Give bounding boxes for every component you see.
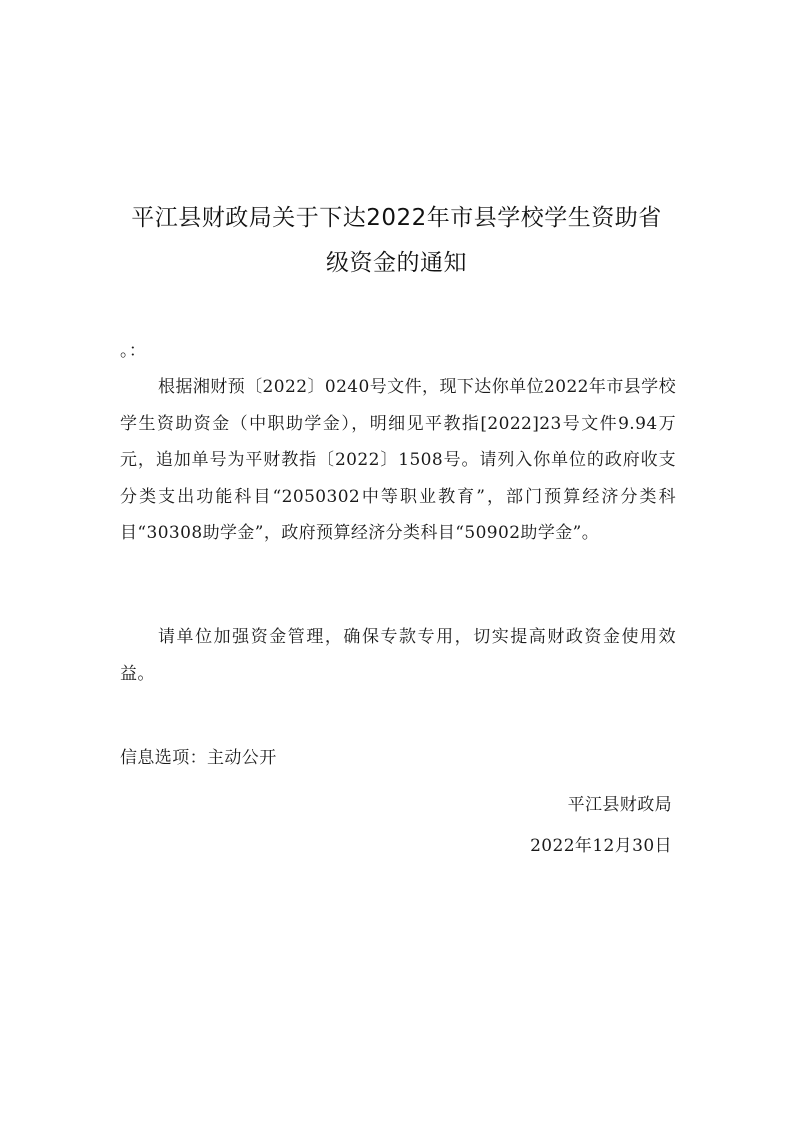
salutation: 。： [120, 341, 147, 361]
body-paragraph-2: 请单位加强资金管理，确保专款专用，切实提高财政资金使用效益。 [120, 627, 676, 684]
body-paragraph-1: 根据湘财预〔2022〕0240号文件，现下达你单位2022年市县学校学生资助资金（中职助学金），明细见平教指[2022]23号文件9.94万元，追加单号为平财教指〔2022〕1508号。请列入你单位的政府收支分类支出功能科目“2050302中等职业教育”，部门预算经济分类科目“30308助学金”，政府预算经济分类科目“50902助学金”。 [120, 377, 676, 544]
title-line-1: 平江县财政局关于下达2022年市县学校学生资助省 [131, 205, 662, 231]
issue-date: 2022年12月30日 [530, 836, 672, 856]
document-title [100, 196, 693, 286]
issuer-signature: 平江县财政局 [567, 795, 672, 815]
info-disclosure-option: 信息选项：主动公开 [120, 748, 277, 768]
title-line-2: 级资金的通知 [326, 250, 467, 276]
